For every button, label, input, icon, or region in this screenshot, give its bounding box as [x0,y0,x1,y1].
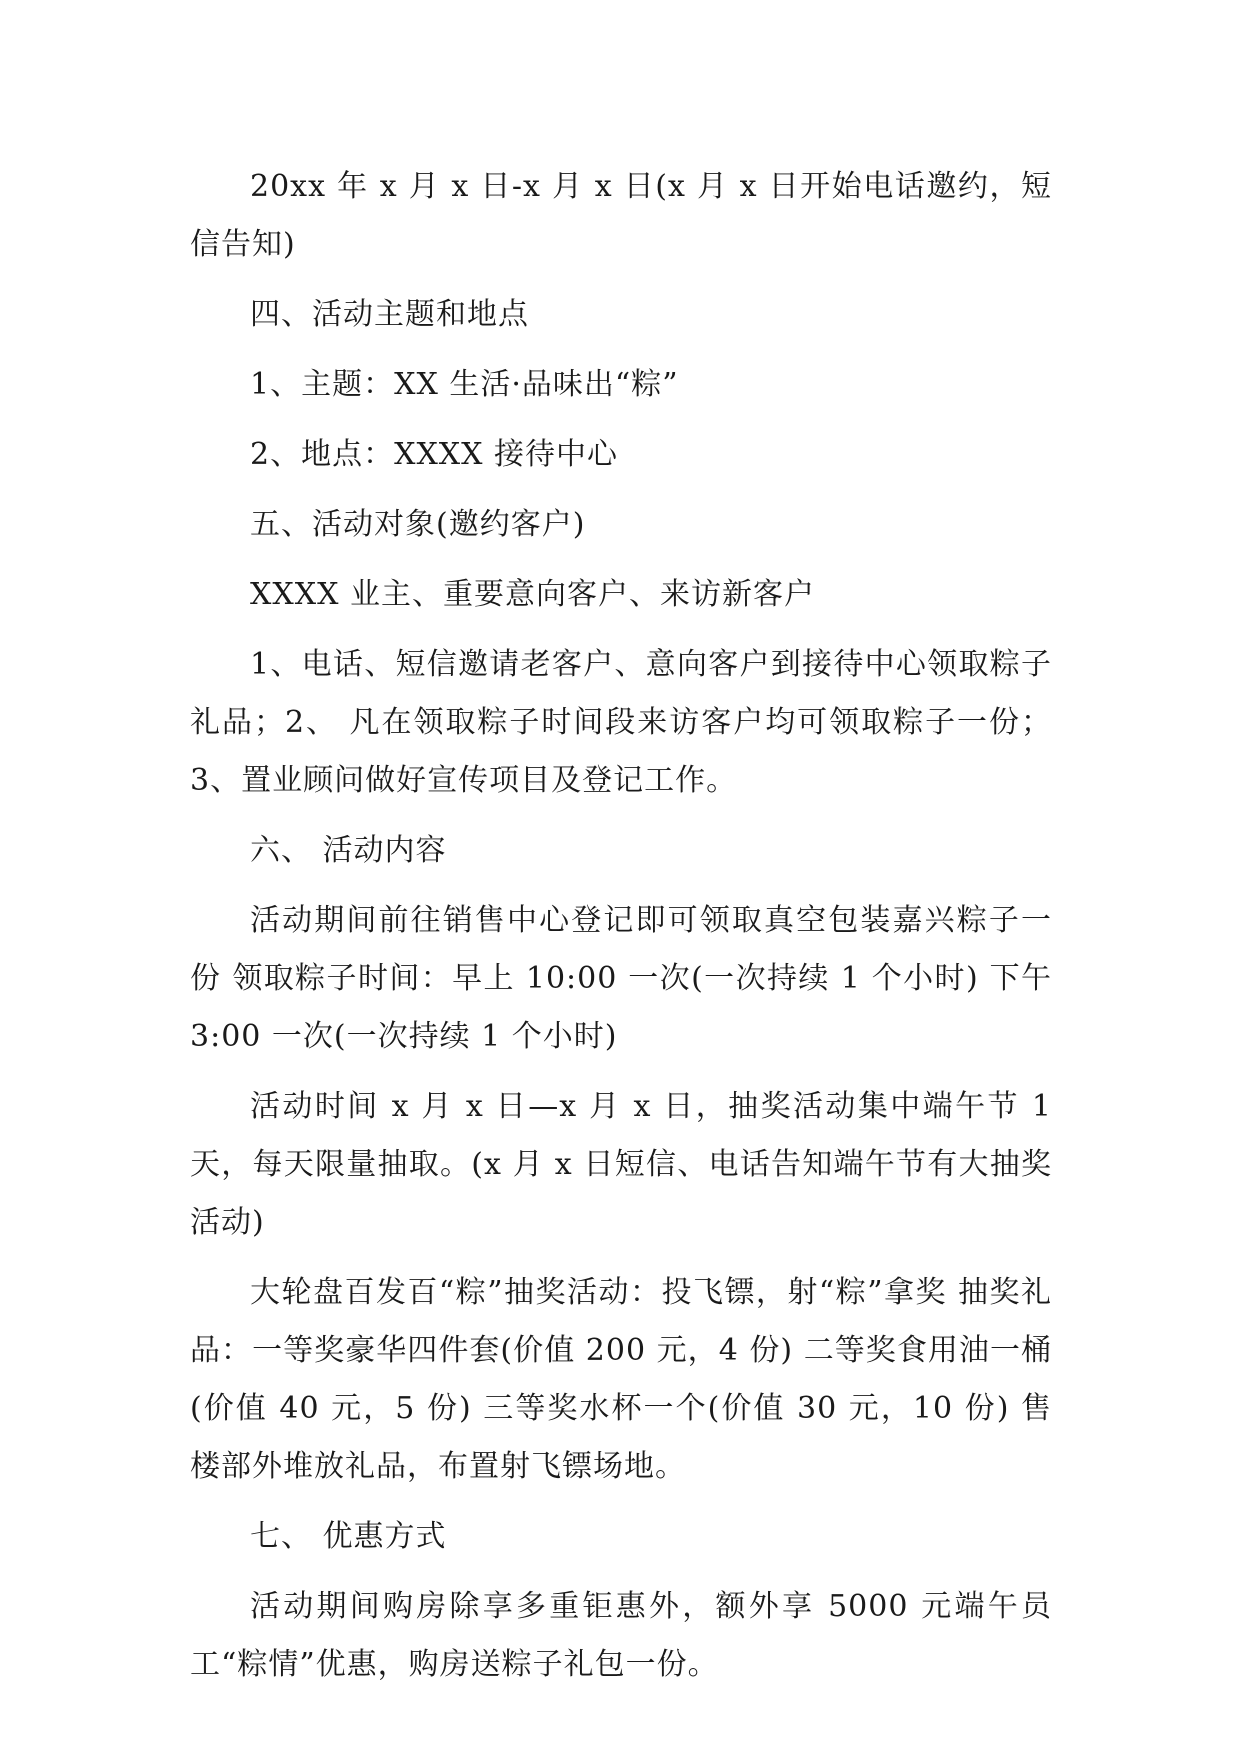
paragraph-lottery-time: 活动时间 x 月 x 日—x 月 x 日，抽奖活动集中端午节 1 天，每天限量抽取。(x 月 x 日短信、电话告知端午节有大抽奖活动) [190,1089,1052,1240]
paragraph-zongzi-pickup: 活动期间前往销售中心登记即可领取真空包装嘉兴粽子一份 领取粽子时间：早上 10:00 一次(一次持续 1 个小时) 下午 3:00 一次(一次持续 1 个小时) [190,903,1052,1054]
paragraph-theme: 1、主题：XX 生活·品味出“粽” [250,367,679,402]
heading-theme-location: 四、活动主题和地点 [250,297,529,332]
heading-activity-content: 六、 活动内容 [250,833,447,868]
heading-target-audience: 五、活动对象(邀约客户) [250,507,586,542]
heading-discount: 七、 优惠方式 [250,1519,447,1554]
paragraph-discount-details: 活动期间购房除享多重钜惠外，额外享 5000 元端午员工“粽情”优惠，购房送粽子礼包一份。 [190,1589,1052,1682]
paragraph-invitation-steps: 1、电话、短信邀请老客户、意向客户到接待中心领取粽子礼品；2、 凡在领取粽子时间段来访客户均可领取粽子一份；3、置业顾问做好宣传项目及登记工作。 [190,647,1052,798]
paragraph-audience: XXXX 业主、重要意向客户、来访新客户 [250,577,815,612]
document-body [190,158,1052,1706]
paragraph-event-date: 20xx 年 x 月 x 日-x 月 x 日(x 月 x 日开始电话邀约，短信告知) [190,169,1052,262]
paragraph-location: 2、地点：XXXX 接待中心 [250,437,619,472]
paragraph-lottery-prizes: 大轮盘百发百“粽”抽奖活动：投飞镖，射“粽”拿奖 抽奖礼品：一等奖豪华四件套(价值 200 元，4 份) 二等奖食用油一桶(价值 40 元，5 份) 三等奖水杯一个(价值 30 元，10 份) 售楼部外堆放礼品，布置射飞镖场地。 [190,1275,1052,1484]
